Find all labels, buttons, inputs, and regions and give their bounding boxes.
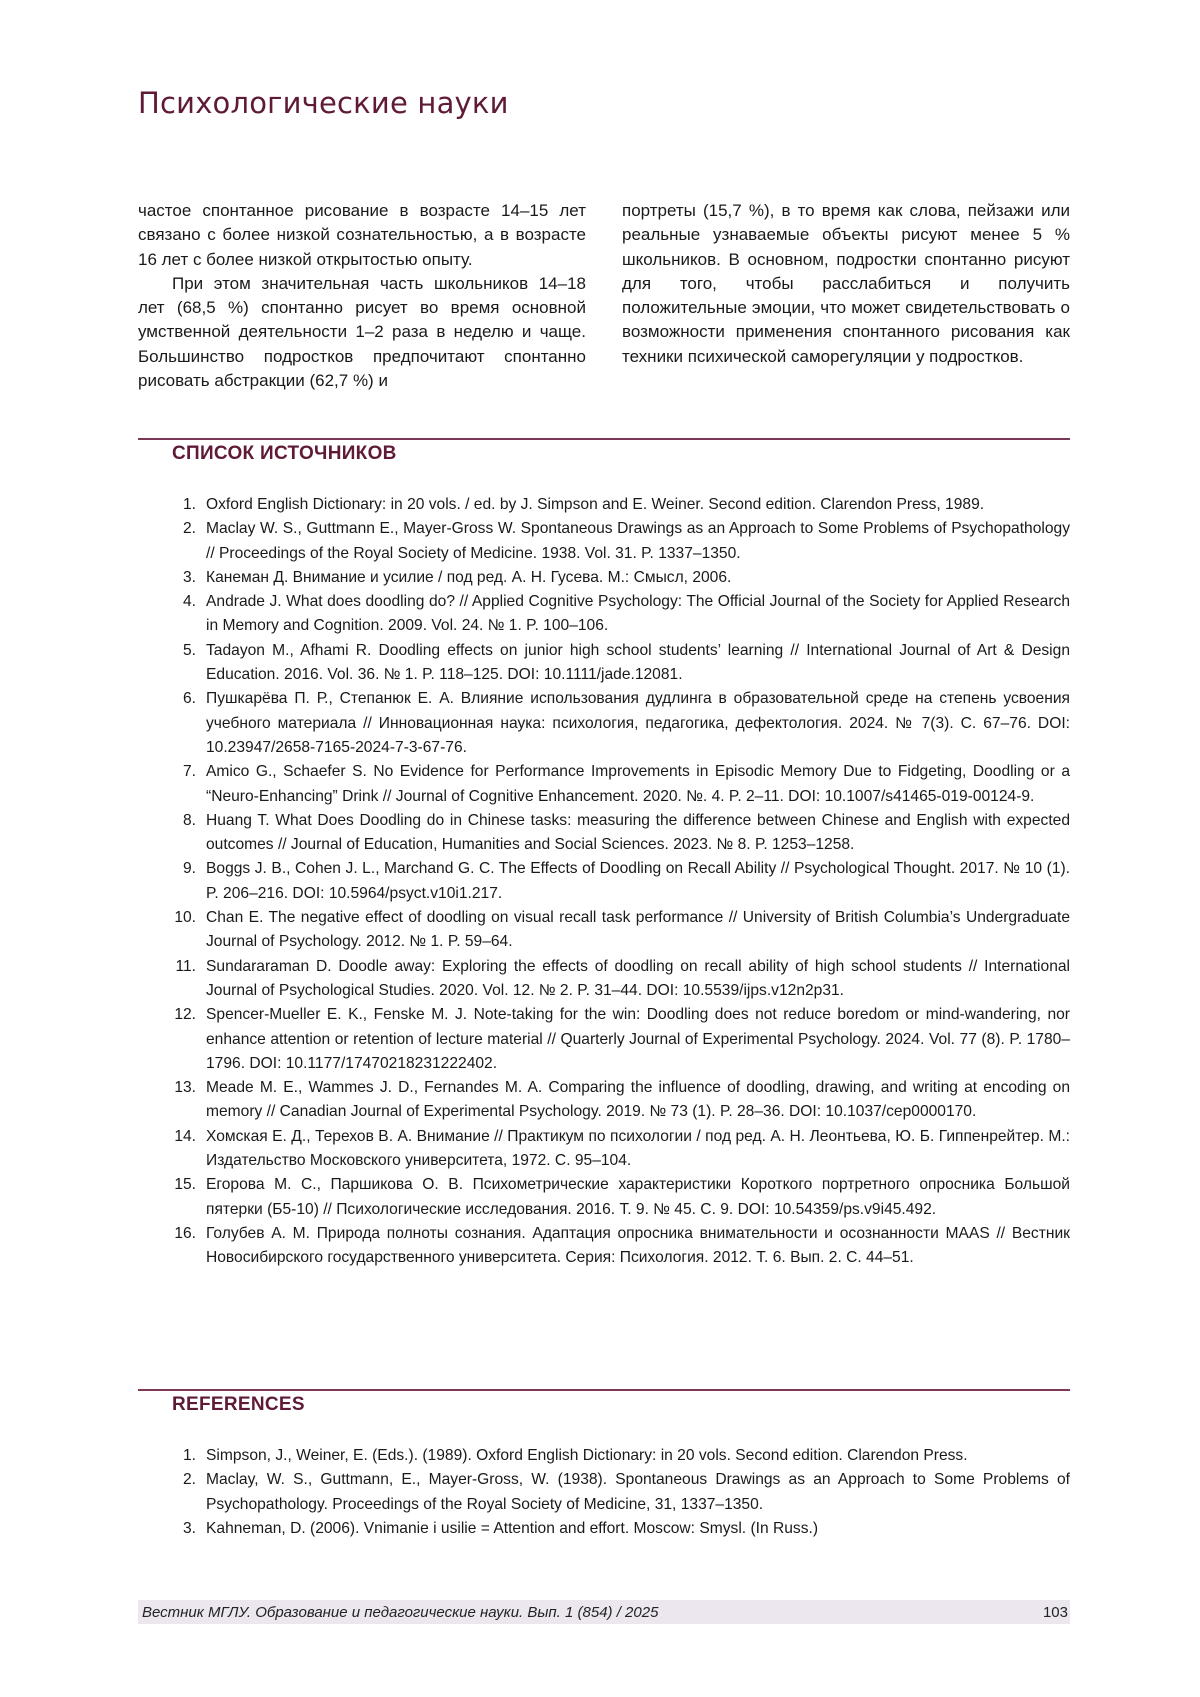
reference-item xyxy=(160,1125,1070,1174)
reference-item xyxy=(160,566,1070,590)
reference-number: 1. xyxy=(182,496,196,513)
body-paragraph: При этом значительная часть школьников 14–18 лет (68,5 %) спонтанно рисует во время основной умственной деятельности 1–2 раза в неделю и чаще. Большинство подростков предпочитают спонтанно рисовать абстракции (62,7 %) и xyxy=(138,273,586,391)
reference-text: Kahneman, D. (2006). Vnimanie i usilie = Attention and effort. Moscow: Smysl. (In Russ.) xyxy=(206,1519,819,1537)
reference-number: 5. xyxy=(182,641,196,659)
reference-item xyxy=(160,493,1070,517)
reference-number: 9. xyxy=(182,860,196,878)
reference-number: 7. xyxy=(182,763,196,781)
right-column xyxy=(622,199,1070,393)
reference-text: Meade M. E., Wammes J. D., Fernandes M. A. Comparing the influence of doodling, drawing, and writing at encoding on memory // Canadian Journal of Experimental Psychology. 2019. № 73 (1). P. 28–36. DOI: 10.1037/cep0000170. xyxy=(206,1079,1070,1121)
reference-item xyxy=(160,809,1070,858)
page-number: 103 xyxy=(1042,1603,1068,1621)
reference-number: 13. xyxy=(174,1079,196,1097)
reference-text: Amico G., Schaefer S. No Evidence for Performance Improvements in Episodic Memory Due to Fidgeting, Doodling or a “Neuro-Enhancing” Drink // Journal of Cognitive Enhancement. 2020. №. 4. P. 2–11. DOI: 10.1007/s41465-019-00124-9. xyxy=(206,763,1070,805)
reference-item xyxy=(160,639,1070,688)
reference-number: 2. xyxy=(182,520,196,538)
sources-list xyxy=(160,493,1070,1271)
reference-text: Spencer-Mueller E. K., Fenske M. J. Note-taking for the win: Doodling does not reduce boredom or mind-wandering, nor enhance attention or retention of lecture material // Quarterly Journal of Experimental Psychology. 2024. Vol. 77 (8). P. 1780–1796. DOI: 10.1177/17470218231222402. xyxy=(206,1006,1070,1072)
reference-item xyxy=(160,687,1070,760)
reference-text: Oxford English Dictionary: in 20 vols. / ed. by J. Simpson and E. Weiner. Second edition. Clarendon Press, 1989. xyxy=(206,496,985,513)
reference-number: 3. xyxy=(182,1519,196,1537)
reference-number: 16. xyxy=(174,1224,196,1242)
reference-item xyxy=(160,1003,1070,1076)
reference-text: Chan E. The negative effect of doodling on visual recall task performance // University of British Columbia’s Undergraduate Journal of Psychology. 2012. № 1. P. 59–64. xyxy=(206,909,1070,951)
reference-text: Sundararaman D. Doodle away: Exploring the effects of doodling on recall ability of high school students // International Journal of Psychological Studies. 2020. Vol. 12. № 2. P. 31–44. DOI: 10.5539/ijps.v12n2p31. xyxy=(206,957,1070,999)
reference-text: Tadayon M., Afhami R. Doodling effects on junior high school students’ learning // International Journal of Art & Design Education. 2016. Vol. 36. № 1. P. 118–125. DOI: 10.1111/jade.12081. xyxy=(206,641,1070,684)
reference-number: 11. xyxy=(175,957,196,975)
reference-number: 15. xyxy=(174,1176,196,1194)
reference-item xyxy=(160,1517,1070,1541)
body-paragraph: частое спонтанное рисование в возрасте 14–15 лет связано с более низкой сознательностью, а в возрасте 16 лет с более низкой открытостью опыту. xyxy=(138,201,586,269)
reference-text: Канеман Д. Внимание и усилие / под ред. А. Н. Гусева. М.: Смысл, 2006. xyxy=(206,568,732,586)
reference-item xyxy=(160,955,1070,1004)
reference-text: Huang T. What Does Doodling do in Chinese tasks: measuring the difference between Chinese and English with expected outcomes // Journal of Education, Humanities and Social Sciences. 2023. № 8. P. 1253–1258. xyxy=(206,811,1070,854)
reference-number: 3. xyxy=(182,568,196,586)
reference-item xyxy=(160,906,1070,955)
reference-text: Голубев А. М. Природа полноты сознания. Адаптация опросника внимательности и осознанности MAAS // Вестник Новосибирского государственного университета. Серия: Психология. 2012. Т. 6. Вып. 2. С. 44–51. xyxy=(206,1224,1070,1267)
reference-item xyxy=(160,1468,1070,1517)
reference-number: 12. xyxy=(174,1006,196,1024)
reference-item xyxy=(160,857,1070,906)
reference-number: 10. xyxy=(174,909,196,927)
body-paragraph: портреты (15,7 %), в то время как слова, пейзажи или реальные узнаваемые объекты рисуют менее 5 % школьников. В основном, подростки спонтанно рисуют для того, чтобы расслабиться и получить положительные эмоции, что может свидетельствовать о возможности применения спонтанного рисования как техники психической саморегуляции у подростков. xyxy=(622,201,1070,366)
section-divider xyxy=(138,1389,1070,1391)
reference-text: Boggs J. B., Cohen J. L., Marchand G. C. The Effects of Doodling on Recall Ability // Psychological Thought. 2017. № 10 (1). P. 206–216. DOI: 10.5964/psyct.v10i1.217. xyxy=(206,860,1070,902)
reference-text: Maclay, W. S., Guttmann, E., Mayer-Gross, W. (1938). Spontaneous Drawings as an Approach to Some Problems of Psychopathology. Proceedings of the Royal Society of Medicine, 31, 1337–1350. xyxy=(206,1471,1070,1513)
reference-item xyxy=(160,517,1070,566)
reference-text: Maclay W. S., Guttmann E., Mayer-Gross W. Spontaneous Drawings as an Approach to Some Problems of Psychopathology // Proceedings of the Royal Society of Medicine. 1938. Vol. 31. P. 1337–1350. xyxy=(206,520,1070,562)
reference-text: Andrade J. What does doodling do? // Applied Cognitive Psychology: The Official Journal of the Society for Applied Research in Memory and Cognition. 2009. Vol. 24. № 1. P. 100–106. xyxy=(206,593,1070,635)
reference-item xyxy=(160,1173,1070,1222)
reference-text: Пушкарёва П. Р., Степанюк Е. А. Влияние использования дудлинга в образовательной среде на степень усвоения учебного материала // Инновационная наука: психология, педагогика, дефектология. 2024. № 7(3). С. 67–76. DOI: 10.23947/2658-7165-2024-7-3-67-76. xyxy=(206,690,1070,756)
page-footer xyxy=(138,1600,1070,1624)
body-columns xyxy=(138,199,1070,393)
references-list xyxy=(160,1444,1070,1541)
reference-number: 6. xyxy=(182,690,196,708)
reference-text: Хомская Е. Д., Терехов В. А. Внимание // Практикум по психологии / под ред. А. Н. Леонтьева, Ю. Б. Гиппенрейтер. М.: Издательство Московского университета, 1972. С. 95–104. xyxy=(206,1127,1070,1170)
reference-item xyxy=(160,760,1070,809)
reference-number: 4. xyxy=(182,593,196,611)
reference-number: 1. xyxy=(182,1447,196,1464)
reference-text: Егорова М. С., Паршикова О. В. Психометрические характеристики Короткого портретного опросника Большой пятерки (Б5-10) // Психологические исследования. 2016. Т. 9. № 45. С. 9. DOI: 10.54359/ps.v9i45.492. xyxy=(206,1176,1070,1218)
journal-citation: Вестник МГЛУ. Образование и педагогические науки. Вып. 1 (854) / 2025 xyxy=(142,1603,659,1621)
sources-heading: СПИСОК ИСТОЧНИКОВ xyxy=(172,443,397,464)
section-divider xyxy=(138,438,1070,440)
reference-item xyxy=(160,1222,1070,1271)
reference-number: 8. xyxy=(182,811,196,829)
page-title: Психологические науки xyxy=(138,86,509,120)
reference-text: Simpson, J., Weiner, E. (Eds.). (1989). Oxford English Dictionary: in 20 vols. Second edition. Clarendon Press. xyxy=(206,1447,968,1464)
reference-item xyxy=(160,590,1070,639)
left-column xyxy=(138,199,586,393)
references-heading: REFERENCES xyxy=(172,1394,305,1415)
reference-number: 14. xyxy=(174,1127,196,1145)
reference-item xyxy=(160,1444,1070,1468)
reference-item xyxy=(160,1076,1070,1125)
reference-number: 2. xyxy=(182,1471,196,1489)
